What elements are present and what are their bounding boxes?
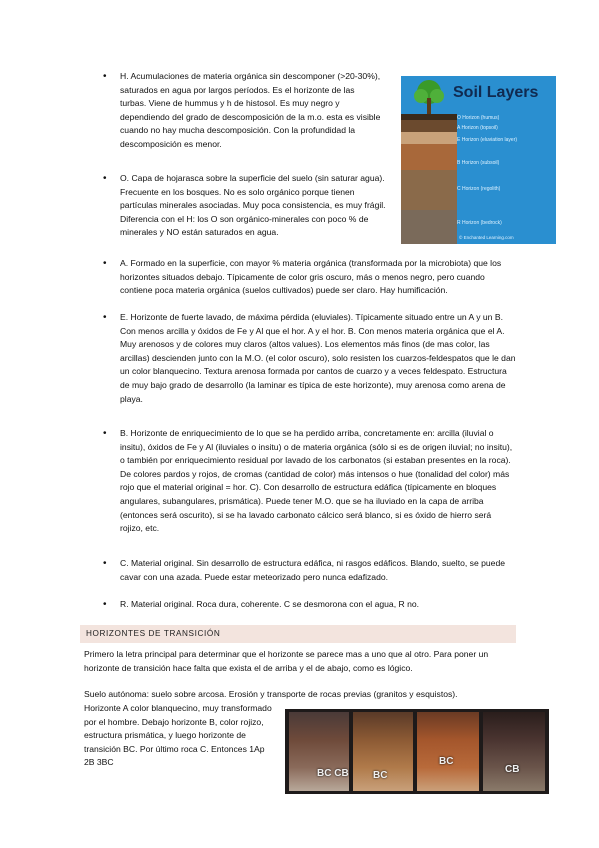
soil-band-c — [401, 170, 457, 210]
soil-label-b: B Horizon (subsoil) — [457, 160, 500, 166]
soil-band-b — [401, 144, 457, 170]
photo-label-3: BC — [439, 756, 454, 767]
bullet-horizon-c: • C. Material original. Sin desarrollo de estructura edáfica, ni rasgos edáficos. Blando, suelto, se puede cavar con una azada. Puede estar meteorizado pero nunca edafizado. — [120, 557, 516, 584]
bullet-horizon-h: • H. Acumulaciones de materia orgánica sin descomponer (>20-30%), saturados en agua por largos períodos. Es el horizonte de las turbas. Viene de hummus y h de histosol. Es muy negro y dependiendo del grado de descomposición de la m.o. esta es visible cuando no hay mucha descomposición. Con la profundidad la descomposición es menor. — [120, 70, 382, 152]
bullet-horizon-r: • R. Material original. Roca dura, coherente. C se desmorona con el agua, R no. — [120, 598, 516, 612]
soil-figure-title: Soil Layers — [453, 84, 539, 101]
bullet-horizon-o: • O. Capa de hojarasca sobre la superficie del suelo (sin saturar agua). Frecuente en los bosques. No es solo orgánico porque tienen partículas minerales asociadas. Muy poca consistencia, es muy frágil. Diferencia con el H: los O son orgánico-minerales con poco % de minerales y NO están saturados en agua. — [120, 172, 390, 240]
soil-label-o: O Horizon (humus) — [457, 115, 500, 121]
tree-icon — [409, 78, 449, 118]
bullet-horizon-b: • B. Horizonte de enriquecimiento de lo que se ha perdido arriba, concretamente en: arcilla (iluvial o insitu), óxidos de Fe y Al (iluviales o insitu) o de materia orgánica (sólo si es de origen iluvial; no insitu), o también por enriquecimiento residual por lavado de los carbonatos (si estaban presentes en la roca). De colores pardos y rojos, de cromas (cantidad de color) más intensos o hue (tonalidad del color) más rojo que el material original = hor. C). Con desarrollo de estructura edáfica (típicamente en bloques angulares, subangulares, prismática). Puede tener M.O. que se ha iluviado en la capa de arriba (entonces será oscurito), si se ha lavado carbonato cálcico será blanco, si es óxido de hierro será rojizo, etc. — [120, 427, 516, 536]
soil-photos — [285, 709, 549, 794]
photo-label-4: CB — [505, 764, 520, 775]
soil-label-r: R Horizon (bedrock) — [457, 220, 502, 226]
soil-photo-4 — [483, 712, 545, 791]
soil-layers-figure — [401, 76, 556, 244]
soil-figure-credit: © Enchanted Learning.com — [459, 235, 514, 240]
soil-label-a: A Horizon (topsoil) — [457, 125, 498, 131]
soil-band-e — [401, 132, 457, 144]
photo-label-2: BC — [373, 770, 388, 781]
soil-label-e: E Horizon (eluviation layer) — [457, 137, 518, 143]
soil-example-description: Horizonte A color blanquecino, muy transformado por el hombre. Debajo horizonte B, color rojizo, estructura prismática, y luego horizonte de transición BC. Por último roca C. Entonces 1Ap 2B 3BC — [84, 703, 272, 768]
soil-label-c: C Horizon (regolith) — [457, 186, 501, 192]
soil-band-a — [401, 120, 457, 132]
soil-photo-1 — [289, 712, 349, 791]
soil-photo-2 — [353, 712, 413, 791]
soil-band-r — [401, 210, 457, 244]
photo-label-1: BC CB — [317, 768, 349, 779]
section-heading: HORIZONTES DE TRANSICIÓN — [80, 625, 516, 643]
soil-example-paragraph: Suelo autónoma: suelo sobre arcosa. Erosión y transporte de rocas previas (granitos y esquistos). — [84, 689, 458, 699]
bullet-horizon-e: • E. Horizonte de fuerte lavado, de máxima pérdida (eluviales). Típicamente situado entre un A y un B. Con menos arcilla y óxidos de Fe y Al que el hor. A y el hor. B. Con menos materia orgánica que el A. Muy arenosos y de colores muy claros (altos values). Los elementos más finos (de mas color, las arcillas) descienden junto con la M.O. (el color oscuro), solo resisten los cuarzos-feldespatos que le dan un color blanquecino. Textura arenosa formada por cantos de cuarzo y a veces feldespato. Estructura de muy bajo grado de desarrollo (la laminar es típica de este horizonte), muy arenosa como arena de playa. — [120, 311, 516, 406]
soil-profile — [401, 114, 457, 244]
bullet-horizon-a: • A. Formado en la superficie, con mayor % materia orgánica (transformada por la microbiota) que los horizontes situados debajo. Típicamente de color gris oscuro, más o menos negro, pero cuando contiene poca materia orgánica (suelos cultivados) puede ser claro. Hay humificación. — [120, 257, 516, 298]
soil-photo-3 — [417, 712, 479, 791]
transition-paragraph: Primero la letra principal para determinar que el horizonte se parece mas a uno que al otro. Para poner un horizonte de transición hace falta que exista el de arriba y el de abajo, como es lógico. — [84, 649, 489, 673]
